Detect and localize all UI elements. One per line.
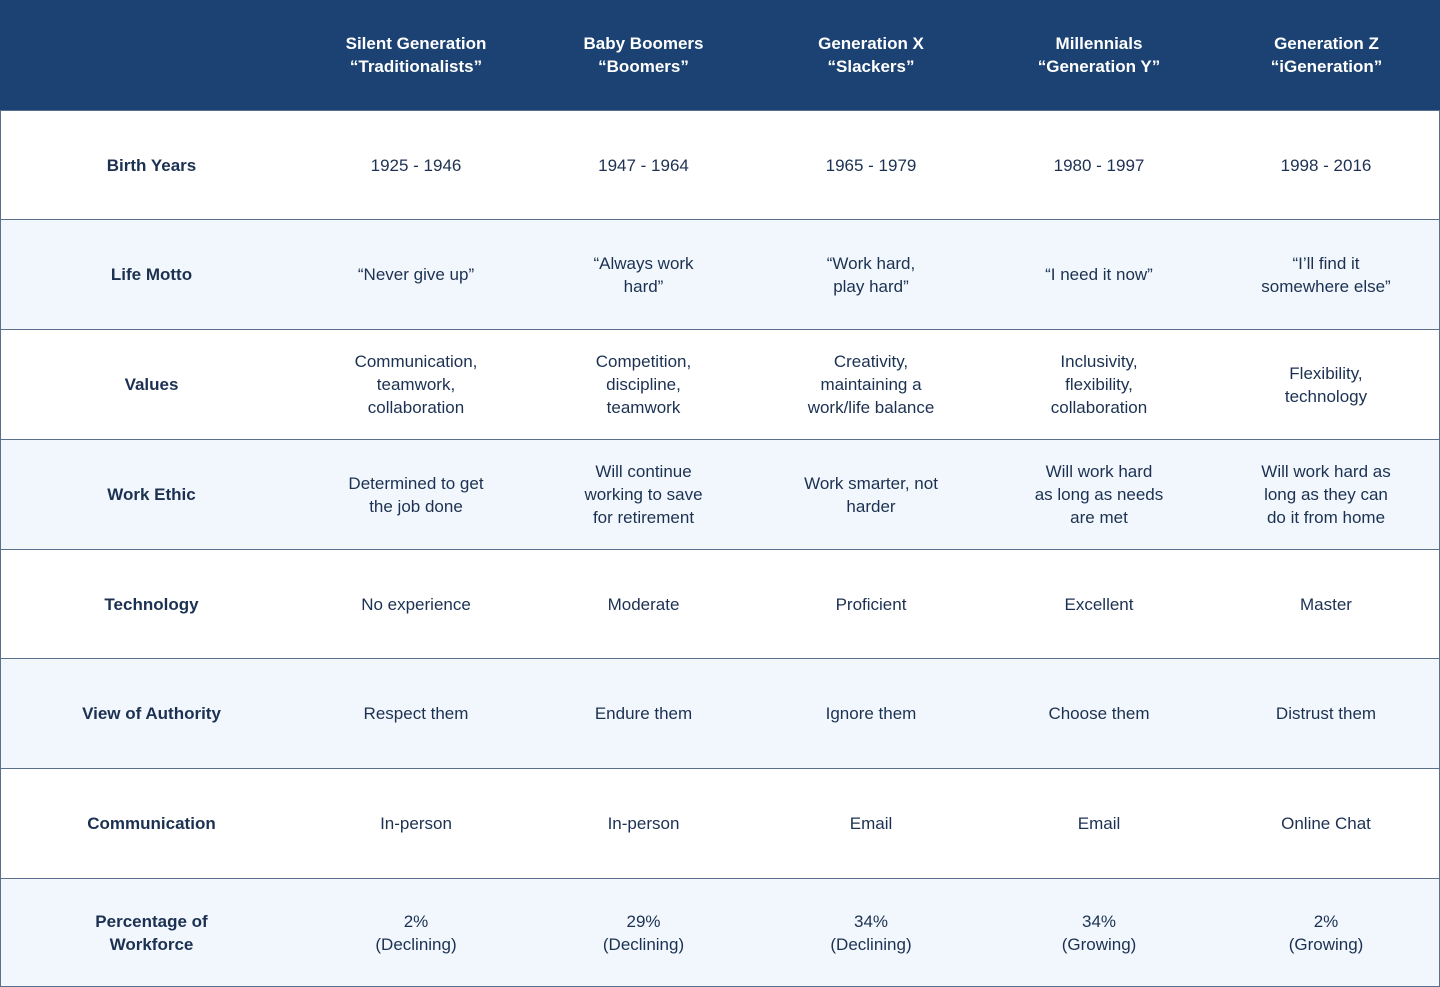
column-header-nickname: “Slackers” (827, 57, 915, 76)
table-cell: Will continue working to save for retirement (530, 439, 757, 549)
table-cell: Choose them (985, 658, 1213, 768)
table-cell: 1980 - 1997 (985, 110, 1213, 219)
table-cell: 2% (Growing) (1213, 878, 1440, 987)
table-cell: Distrust them (1213, 658, 1440, 768)
table-cell: 1947 - 1964 (530, 110, 757, 219)
table-cell: Communication, teamwork, collaboration (302, 329, 530, 439)
table-cell: Will work hard as long as needs are met (985, 439, 1213, 549)
table-cell: “Always work hard” (530, 219, 757, 329)
table-cell: 34% (Growing) (985, 878, 1213, 987)
row-label-values: Values (0, 329, 302, 439)
table-cell: Email (985, 768, 1213, 878)
table-cell: “Work hard, play hard” (757, 219, 985, 329)
header-corner-cell (0, 0, 302, 110)
table-cell: Master (1213, 549, 1440, 658)
table-cell: Work smarter, not harder (757, 439, 985, 549)
row-label-view-of-authority: View of Authority (0, 658, 302, 768)
column-header-silent-generation (302, 0, 530, 110)
table-cell: “I need it now” (985, 219, 1213, 329)
table-cell: Creativity, maintaining a work/life balance (757, 329, 985, 439)
column-header-nickname: “Generation Y” (1037, 57, 1161, 76)
row-label-technology: Technology (0, 549, 302, 658)
table-cell: In-person (302, 768, 530, 878)
column-header-name: Silent Generation (345, 34, 487, 53)
table-cell: Excellent (985, 549, 1213, 658)
column-header-name: Generation X (818, 34, 924, 53)
table-cell: “I’ll find it somewhere else” (1213, 219, 1440, 329)
row-label-percentage-of-workforce: Percentage of Workforce (0, 878, 302, 987)
table-cell: Competition, discipline, teamwork (530, 329, 757, 439)
column-header-name: Baby Boomers (583, 34, 704, 53)
table-cell: 1925 - 1946 (302, 110, 530, 219)
column-header-generation-x (757, 0, 985, 110)
table-cell: 2% (Declining) (302, 878, 530, 987)
table-cell: Will work hard as long as they can do it from home (1213, 439, 1440, 549)
table-cell: Determined to get the job done (302, 439, 530, 549)
table-cell: Respect them (302, 658, 530, 768)
row-label-birth-years: Birth Years (0, 110, 302, 219)
row-label-communication: Communication (0, 768, 302, 878)
table-cell: 34% (Declining) (757, 878, 985, 987)
table-cell: Moderate (530, 549, 757, 658)
column-header-baby-boomers (530, 0, 757, 110)
column-header-generation-z (1213, 0, 1440, 110)
table-cell: Endure them (530, 658, 757, 768)
table-cell: 1965 - 1979 (757, 110, 985, 219)
table-cell: Online Chat (1213, 768, 1440, 878)
table-cell: Proficient (757, 549, 985, 658)
column-header-nickname: “iGeneration” (1270, 57, 1383, 76)
column-header-nickname: “Traditionalists” (349, 57, 483, 76)
row-label-work-ethic: Work Ethic (0, 439, 302, 549)
table-cell: Ignore them (757, 658, 985, 768)
column-header-name: Generation Z (1274, 34, 1379, 53)
column-header-millennials (985, 0, 1213, 110)
table-cell: 29% (Declining) (530, 878, 757, 987)
table-cell: In-person (530, 768, 757, 878)
table-cell: Email (757, 768, 985, 878)
table-cell: Flexibility, technology (1213, 329, 1440, 439)
row-label-life-motto: Life Motto (0, 219, 302, 329)
table-cell: Inclusivity, flexibility, collaboration (985, 329, 1213, 439)
table-cell: No experience (302, 549, 530, 658)
column-header-nickname: “Boomers” (598, 57, 689, 76)
table-cell: 1998 - 2016 (1213, 110, 1440, 219)
column-header-name: Millennials (1055, 34, 1143, 53)
table-cell: “Never give up” (302, 219, 530, 329)
